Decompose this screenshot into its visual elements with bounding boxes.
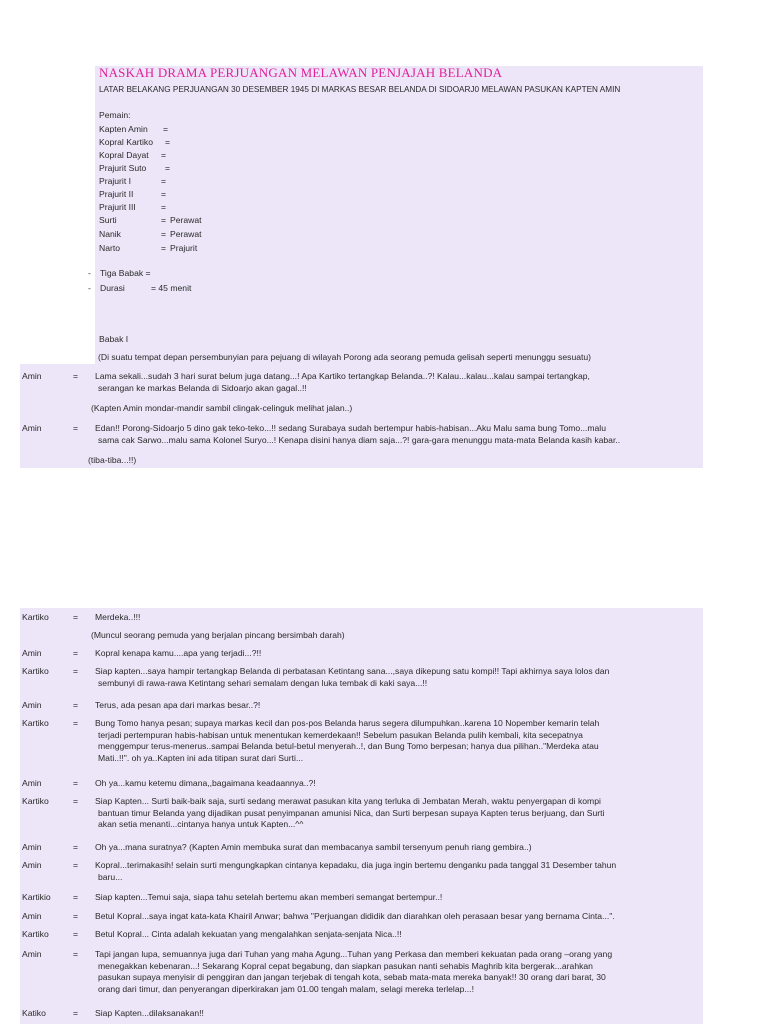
speaker-name: Amin	[22, 700, 42, 710]
speaker-eq: =	[73, 718, 79, 728]
speaker-name: Amin	[22, 860, 42, 870]
cast-eq: =	[161, 229, 167, 239]
stage-direction: (Muncul seorang pemuda yang berjalan pincang bersimbah darah)	[91, 630, 345, 640]
dialogue-text: menegakkan kebenaran...! Sekarang Kopral cepat begabung, dan siapkan pasukan nanti sehabis Maghrib kita bergerak...arahkan	[98, 960, 593, 971]
cast-eq: =	[161, 215, 167, 225]
speaker-eq: =	[73, 949, 79, 959]
speaker-name: Kartiko	[22, 796, 49, 806]
speaker-name: Amin	[22, 371, 42, 381]
dialogue-text: Bung Tomo hanya pesan; supaya markas kecil dan pos-pos Belanda harus segera dilumpuhkan..karena 10 Nopember kemarin telah	[95, 718, 600, 728]
cast-eq: =	[161, 202, 167, 212]
cast-role: Prajurit	[170, 243, 198, 253]
cast-heading: Pemain:	[99, 110, 131, 120]
dialogue-text: orang dari timur, dan penyerangan diperkirakan jam 01.00 tengah malam, selagi mereka terlelap...!	[98, 983, 474, 994]
info-bullet: -	[88, 283, 91, 293]
speaker-eq: =	[73, 700, 79, 710]
cast-name: Kopral Dayat	[99, 150, 149, 160]
cast-eq: =	[161, 150, 167, 160]
cast-name: Prajurit III	[99, 202, 136, 212]
speaker-name: Amin	[22, 842, 42, 852]
dialogue-text: Edan!! Porong-Sidoarjo 5 dino gak teko-teko...!! sedang Surabaya sudah bertempur habis-habisan...Aku Malu sama bung Tomo...malu	[95, 423, 606, 433]
cast-eq: =	[163, 124, 169, 134]
speaker-eq: =	[73, 371, 79, 381]
speaker-eq: =	[73, 666, 79, 676]
speaker-name: Katiko	[22, 1008, 46, 1018]
speaker-name: Amin	[22, 911, 42, 921]
speaker-name: Kartiko	[22, 666, 49, 676]
stage-direction: (tiba-tiba...!!)	[88, 455, 137, 465]
dialogue-text: Betul Kopral...saya ingat kata-kata Khairil Anwar; bahwa "Perjuangan dididik dan diarahkan oleh perasaan besar yang bernama Cinta...".	[95, 911, 615, 921]
speaker-eq: =	[73, 796, 79, 806]
speaker-eq: =	[73, 842, 79, 852]
dialogue-text: Siap kapten...saya hampir tertangkap Belanda di perbatasan Ketintang sana...,saya dikepung satu kompi!! Tapi akhirnya saya lolos dan	[95, 666, 610, 676]
dialogue-text: sembunyi di rawa-rawa Ketintang sehari semalam dengan luka tembak di kaki saya...!!	[98, 677, 428, 688]
cast-name: Surti	[99, 215, 117, 225]
speaker-name: Amin	[22, 949, 42, 959]
dialogue-text: Siap Kapten...dilaksanakan!!	[95, 1008, 204, 1018]
speaker-name: Kartiko	[22, 612, 49, 622]
speaker-eq: =	[73, 612, 79, 622]
cast-name: Nanik	[99, 229, 121, 239]
speaker-eq: =	[73, 1008, 79, 1018]
cast-role: Perawat	[170, 215, 202, 225]
dialogue-text: serangan ke markas Belanda di Sidoarjo akan gagal..!!	[98, 383, 307, 393]
cast-eq: =	[165, 137, 171, 147]
dialogue-text: Terus, ada pesan apa dari markas besar..?!	[95, 700, 261, 710]
stage-direction: (Di suatu tempat depan persembunyian para pejuang di wilayah Porong ada seorang pemuda gelisah seperti menunggu sesuatu)	[98, 352, 592, 362]
cast-name: Prajurit Suto	[99, 163, 147, 173]
speaker-name: Amin	[22, 423, 42, 433]
dialogue-text: Siap kapten...Temui saja, siapa tahu setelah bertemu akan memberi semangat bertempur..!	[95, 892, 443, 902]
speaker-eq: =	[73, 892, 79, 902]
dialogue-text: Oh ya...kamu ketemu dimana,,bagaimana keadaannya..?!	[95, 778, 316, 788]
speaker-eq: =	[73, 423, 79, 433]
speaker-eq: =	[73, 860, 79, 870]
dialogue-text: sama cak Sarwo...malu sama Kolonel Suryo...! Kenapa disini hanya diam saja...?! gara-gara menunggu mata-mata Belanda kasih kabar..	[98, 435, 621, 445]
speaker-eq: =	[73, 648, 79, 658]
page-subtitle: LATAR BELAKANG PERJUANGAN 30 DESEMBER 1945 DI MARKAS BESAR BELANDA DI SIDOARJ0 MELAWAN PASUKAN KAPTEN AMIN	[99, 85, 621, 94]
speaker-eq: =	[73, 929, 79, 939]
cast-eq: =	[161, 243, 167, 253]
dialogue-text: Kopral...terimakasih! selain surti mengungkapkan cintanya kepadaku, dia juga ingin bertemu denganku pada tanggal 31 Desember tahun	[95, 860, 617, 870]
speaker-name: Kartiko	[22, 718, 49, 728]
cast-name: Kopral Kartiko	[99, 137, 153, 147]
cast-eq: =	[161, 189, 167, 199]
dialogue-text: terjadi pertempuran habis-habisan untuk menentukan kemerdekaan!! Sebelum pasukan Belanda pulih kembali, kita secepatnya	[98, 729, 583, 740]
dialogue-text: Oh ya...mana suratnya? (Kapten Amin membuka surat dan membacanya sambil tersenyum penuh riang gembira..)	[95, 842, 532, 852]
dialogue-text: bantuan timur Belanda yang dijadikan pusat penyimpanan amunisi Nica, dan Surti berpesan supaya Kapten terus berjuang, dan Surti	[98, 807, 605, 818]
cast-name: Kapten Amin	[99, 124, 148, 134]
dialogue-text: pasukan supaya menyisir di penggiran dan jangan terjebak di tengah kota, sebab mata-mata mereka banyak!! 30 orang dari barat, 30	[98, 972, 606, 982]
info-label: Durasi	[100, 283, 125, 293]
dialogue-text: menggempur terus-menerus..sampai Belanda betul-betul menyerah..!, dan Bung Tomo berpesan; hanya dua pilihan.."Merdeka atau	[98, 741, 599, 751]
speaker-name: Amin	[22, 778, 42, 788]
dialogue-text: baru...	[98, 871, 123, 882]
info-value: = 45 menit	[151, 283, 192, 293]
dialogue-text: Merdeka..!!!	[95, 612, 141, 622]
speaker-eq: =	[73, 778, 79, 788]
page-title: NASKAH DRAMA PERJUANGAN MELAWAN PENJAJAH BELANDA	[99, 65, 503, 80]
dialogue-text: Betul Kopral... Cinta adalah kekuatan yang mengalahkan senjata-senjata Nica..!!	[95, 929, 402, 939]
speaker-name: Kartiko	[22, 929, 49, 939]
cast-name: Narto	[99, 243, 121, 253]
dialogue-text: Lama sekali...sudah 3 hari surat belum juga datang...! Apa Kartiko tertangkap Belanda..?! Kalau...kalau...kalau sampai tertangkap,	[95, 371, 590, 381]
dialogue-text: akan setia menanti...cintanya hanya untuk Kapten...^^	[98, 819, 304, 829]
cast-name: Prajurit I	[99, 176, 131, 186]
cast-name: Prajurit II	[99, 189, 134, 199]
speaker-name: Amin	[22, 648, 42, 658]
cast-eq: =	[161, 176, 167, 186]
info-bullet: -	[88, 268, 91, 278]
dialogue-text: Mati..!!". oh ya..Kapten ini ada titipan surat dari Surti...	[98, 752, 304, 763]
dialogue-text: Tapi jangan lupa, semuannya juga dari Tuhan yang maha Agung...Tuhan yang Perkasa dan memberi kekuatan pada orang –orang yang	[95, 949, 613, 959]
cast-eq: =	[165, 163, 171, 173]
act-heading: Babak I	[99, 334, 129, 344]
cast-role: Perawat	[170, 229, 202, 239]
dialogue-text: Kopral kenapa kamu....apa yang terjadi...?!!	[95, 648, 262, 658]
stage-direction: (Kapten Amin mondar-mandir sambil clingak-celinguk melihat jalan..)	[91, 403, 353, 413]
dialogue-text: Siap Kapten... Surti baik-baik saja, surti sedang merawat pasukan kita yang terluka di Jembatan Merah, waktu penyergapan di kompi	[95, 796, 601, 806]
speaker-name: Kartikio	[22, 892, 51, 902]
info-label: Tiga Babak =	[100, 268, 151, 278]
speaker-eq: =	[73, 911, 79, 921]
